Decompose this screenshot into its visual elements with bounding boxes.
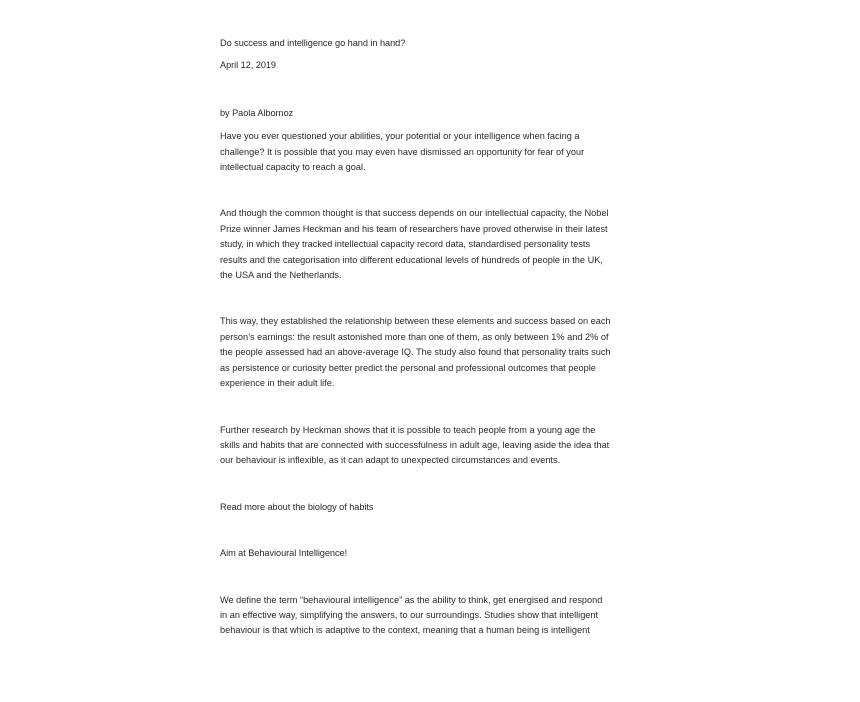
paragraph-line: Prize winner James Heckman and his team of researchers have proved otherwise in their latest	[220, 223, 608, 234]
article-byline: by Paola Albornoz	[220, 107, 294, 118]
paragraph-line: Further research by Heckman shows that it is possible to teach people from a young age the	[220, 424, 596, 435]
paragraph-line: behaviour is that which is adaptive to the context, meaning that a human being is intelligent	[220, 625, 590, 636]
paragraph-line: Have you ever questioned your abilities, your potential or your intelligence when facing a	[220, 131, 580, 142]
paragraph-line: as persistence or curiosity better predict the personal and professional outcomes that people	[220, 362, 596, 373]
paragraph-5	[220, 593, 650, 639]
paragraph-line: experience in their adult life.	[220, 378, 335, 389]
paragraph-line: results and the categorisation into different educational levels of hundreds of people in the UK,	[220, 254, 603, 265]
paragraph-line: challenge? It is possible that you may even have dismissed an opportunity for fear of your	[220, 146, 585, 157]
paragraph-2	[220, 206, 650, 283]
paragraph-line: skills and habits that are connected with successfulness in adult age, leaving aside the idea that	[220, 439, 610, 450]
paragraph-line: the USA and the Netherlands.	[220, 270, 342, 281]
paragraph-line: study, in which they tracked intellectual capacity record data, standardised personality tests	[220, 239, 591, 250]
paragraph-3	[220, 314, 650, 391]
paragraph-4	[220, 423, 650, 469]
paragraph-line: in an effective way, simplifying the answers, to our surroundings. Studies show that intelligent	[220, 609, 599, 620]
paragraph-line: This way, they established the relationship between these elements and success based on each	[220, 316, 611, 327]
section-heading: Aim at Behavioural Intelligence!	[220, 548, 348, 559]
paragraph-line: our behaviour is inflexible, as it can adapt to unexpected circumstances and events.	[220, 455, 561, 466]
paragraph-line: We define the term “behavioural intelligence” as the ability to think, get energised and respond	[220, 594, 603, 605]
article-title: Do success and intelligence go hand in hand?	[220, 38, 406, 48]
paragraph-line: the people assessed had an above-average IQ. The study also found that personality traits such	[220, 347, 611, 358]
article-body	[220, 36, 650, 639]
paragraph-line: And though the common thought is that success depends on our intellectual capacity, the Nobel	[220, 208, 609, 219]
read-more-link[interactable]: Read more about the biology of habits	[220, 501, 374, 512]
article-date: April 12, 2019	[220, 60, 276, 71]
paragraph-1	[220, 129, 650, 175]
paragraph-line: intellectual capacity to reach a goal.	[220, 162, 366, 173]
paragraph-line: person’s earnings: the result astonished more than one of them, as only between 1% and 2% of	[220, 331, 609, 342]
